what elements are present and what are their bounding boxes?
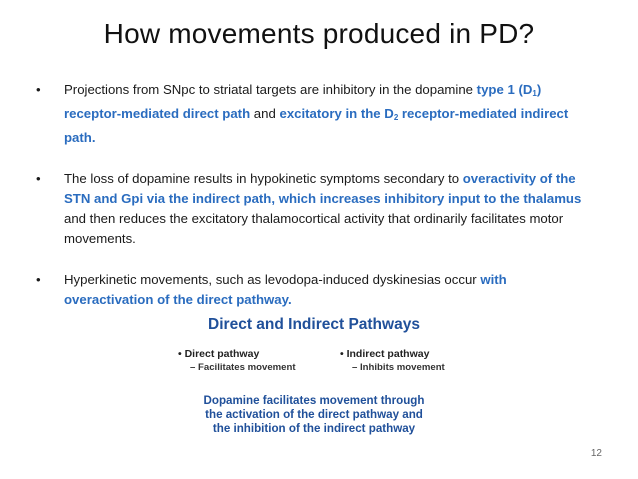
direct-pathway-column xyxy=(178,348,296,374)
bullet-marker: • xyxy=(36,82,41,97)
direct-pathway-effect: – Facilitates movement xyxy=(190,362,296,373)
pathways-figure xyxy=(172,316,456,446)
indirect-pathway-column xyxy=(340,348,445,374)
direct-pathway-label: • Direct pathway xyxy=(178,348,260,360)
bullet-text-2: The loss of dopamine results in hypokinetic symptoms secondary to overactivity of the STN and Gpi via the indirect path, which increases inhibitory input to the thalamus and then reduces the excitatory thalamocortical activity that ordinarily facilitates motor movements. xyxy=(64,171,582,246)
bullet-item-3 xyxy=(36,270,596,307)
summary-line: the activation of the direct pathway and xyxy=(205,408,423,421)
bullet-item-2 xyxy=(36,169,596,249)
indirect-pathway-effect: – Inhibits movement xyxy=(352,362,445,373)
summary-line: Dopamine facilitates movement through xyxy=(203,394,425,407)
page-number: 12 xyxy=(590,448,602,459)
bullet-marker: • xyxy=(36,171,41,186)
bullet-list xyxy=(36,80,596,307)
bullet-marker: • xyxy=(36,272,41,287)
slide-title: How movements produced in PD? xyxy=(103,18,535,49)
figure-title: Direct and Indirect Pathways xyxy=(208,316,420,333)
summary-line: the inhibition of the indirect pathway xyxy=(212,422,416,435)
indirect-pathway-label: • Indirect pathway xyxy=(340,348,430,360)
bullet-item-1 xyxy=(36,80,596,148)
figure-summary xyxy=(172,394,456,436)
bullet-text-1: Projections from SNpc to striatal targets are inhibitory in the dopamine type 1 $(D_1)$ receptor-mediated direct path and excitatory in the $D_2$ receptor-mediated indirect path. xyxy=(64,82,569,145)
bullet-text-3: Hyperkinetic movements, such as levodopa-induced dyskinesias occur with overactivation of the direct pathway. xyxy=(64,272,507,307)
